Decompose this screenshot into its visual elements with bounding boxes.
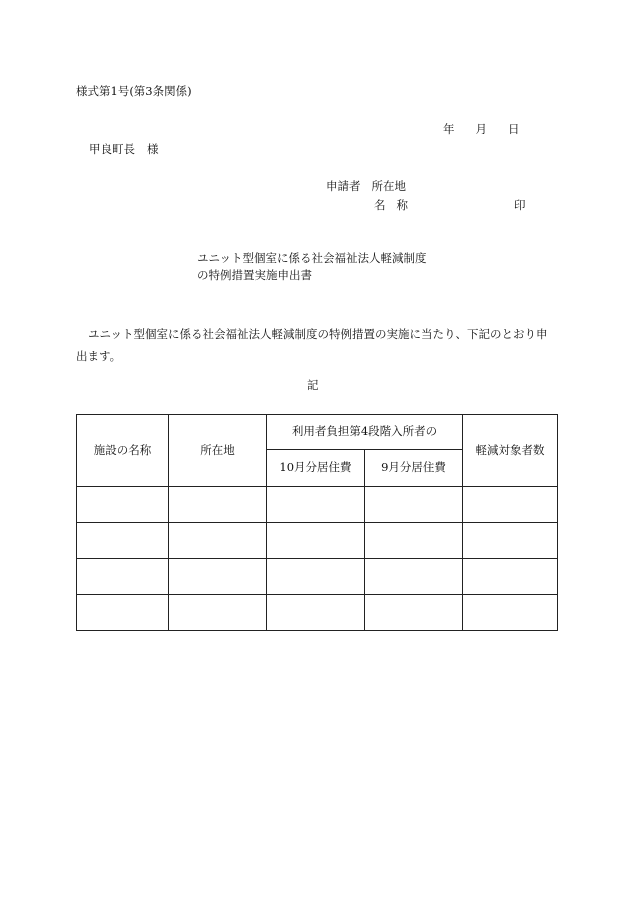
table-cell[interactable] (267, 559, 365, 595)
document-title-line2: の特例措置実施申出書 (197, 268, 312, 282)
table-cell[interactable] (365, 487, 463, 523)
table-row (77, 595, 558, 631)
applicant-address-label: 所在地 (371, 179, 406, 193)
table-cell[interactable] (169, 523, 267, 559)
addressee-name: 甲良町長 (89, 142, 135, 156)
table-cell[interactable] (267, 523, 365, 559)
date-month-label: 月 (475, 122, 487, 136)
header-location: 所在地 (169, 415, 267, 487)
table-cell[interactable] (365, 595, 463, 631)
table-cell[interactable] (77, 523, 169, 559)
applicant-name-row (374, 200, 408, 212)
date-year-label: 年 (443, 122, 455, 136)
applicant-address-row (326, 181, 406, 193)
table-cell[interactable] (77, 487, 169, 523)
addressee-honorific: 様 (147, 142, 159, 156)
seal-mark: 印 (514, 198, 526, 212)
table-cell[interactable] (463, 487, 558, 523)
table-cell[interactable] (169, 487, 267, 523)
applicant-name-label-char1: 名 (374, 198, 386, 212)
body-text: ユニット型個室に係る社会福祉法人軽減制度の特例措置の実施に当たり、下記のとおり申出ます。 (76, 327, 548, 363)
date-line (443, 124, 520, 136)
table-cell[interactable] (169, 595, 267, 631)
header-reduction-count: 軽減対象者数 (463, 415, 558, 487)
form-number: 様式第1号(第3条関係) (76, 84, 192, 98)
table-cell[interactable] (77, 559, 169, 595)
applicant-label: 申請者 (326, 179, 361, 193)
header-facility-name: 施設の名称 (77, 415, 169, 487)
addressee (89, 144, 159, 156)
applicant-name-label-char2: 称 (396, 198, 408, 212)
table-cell[interactable] (169, 559, 267, 595)
table-row (77, 487, 558, 523)
date-day-label: 日 (508, 122, 520, 136)
application-table (76, 414, 558, 631)
header-october-fee: 10月分居住費 (267, 450, 365, 487)
table-cell[interactable] (463, 523, 558, 559)
table-cell[interactable] (77, 595, 169, 631)
header-september-fee: 9月分居住費 (365, 450, 463, 487)
table-cell[interactable] (463, 559, 558, 595)
table-row (77, 523, 558, 559)
table-cell[interactable] (365, 559, 463, 595)
ki-heading: 記 (307, 378, 319, 392)
table-cell[interactable] (267, 487, 365, 523)
table-cell[interactable] (365, 523, 463, 559)
header-group: 利用者負担第4段階入所者の (267, 415, 463, 450)
table-row (77, 559, 558, 595)
table-cell[interactable] (267, 595, 365, 631)
table-cell[interactable] (463, 595, 558, 631)
document-title-line1: ユニット型個室に係る社会福祉法人軽減制度 (197, 251, 427, 265)
